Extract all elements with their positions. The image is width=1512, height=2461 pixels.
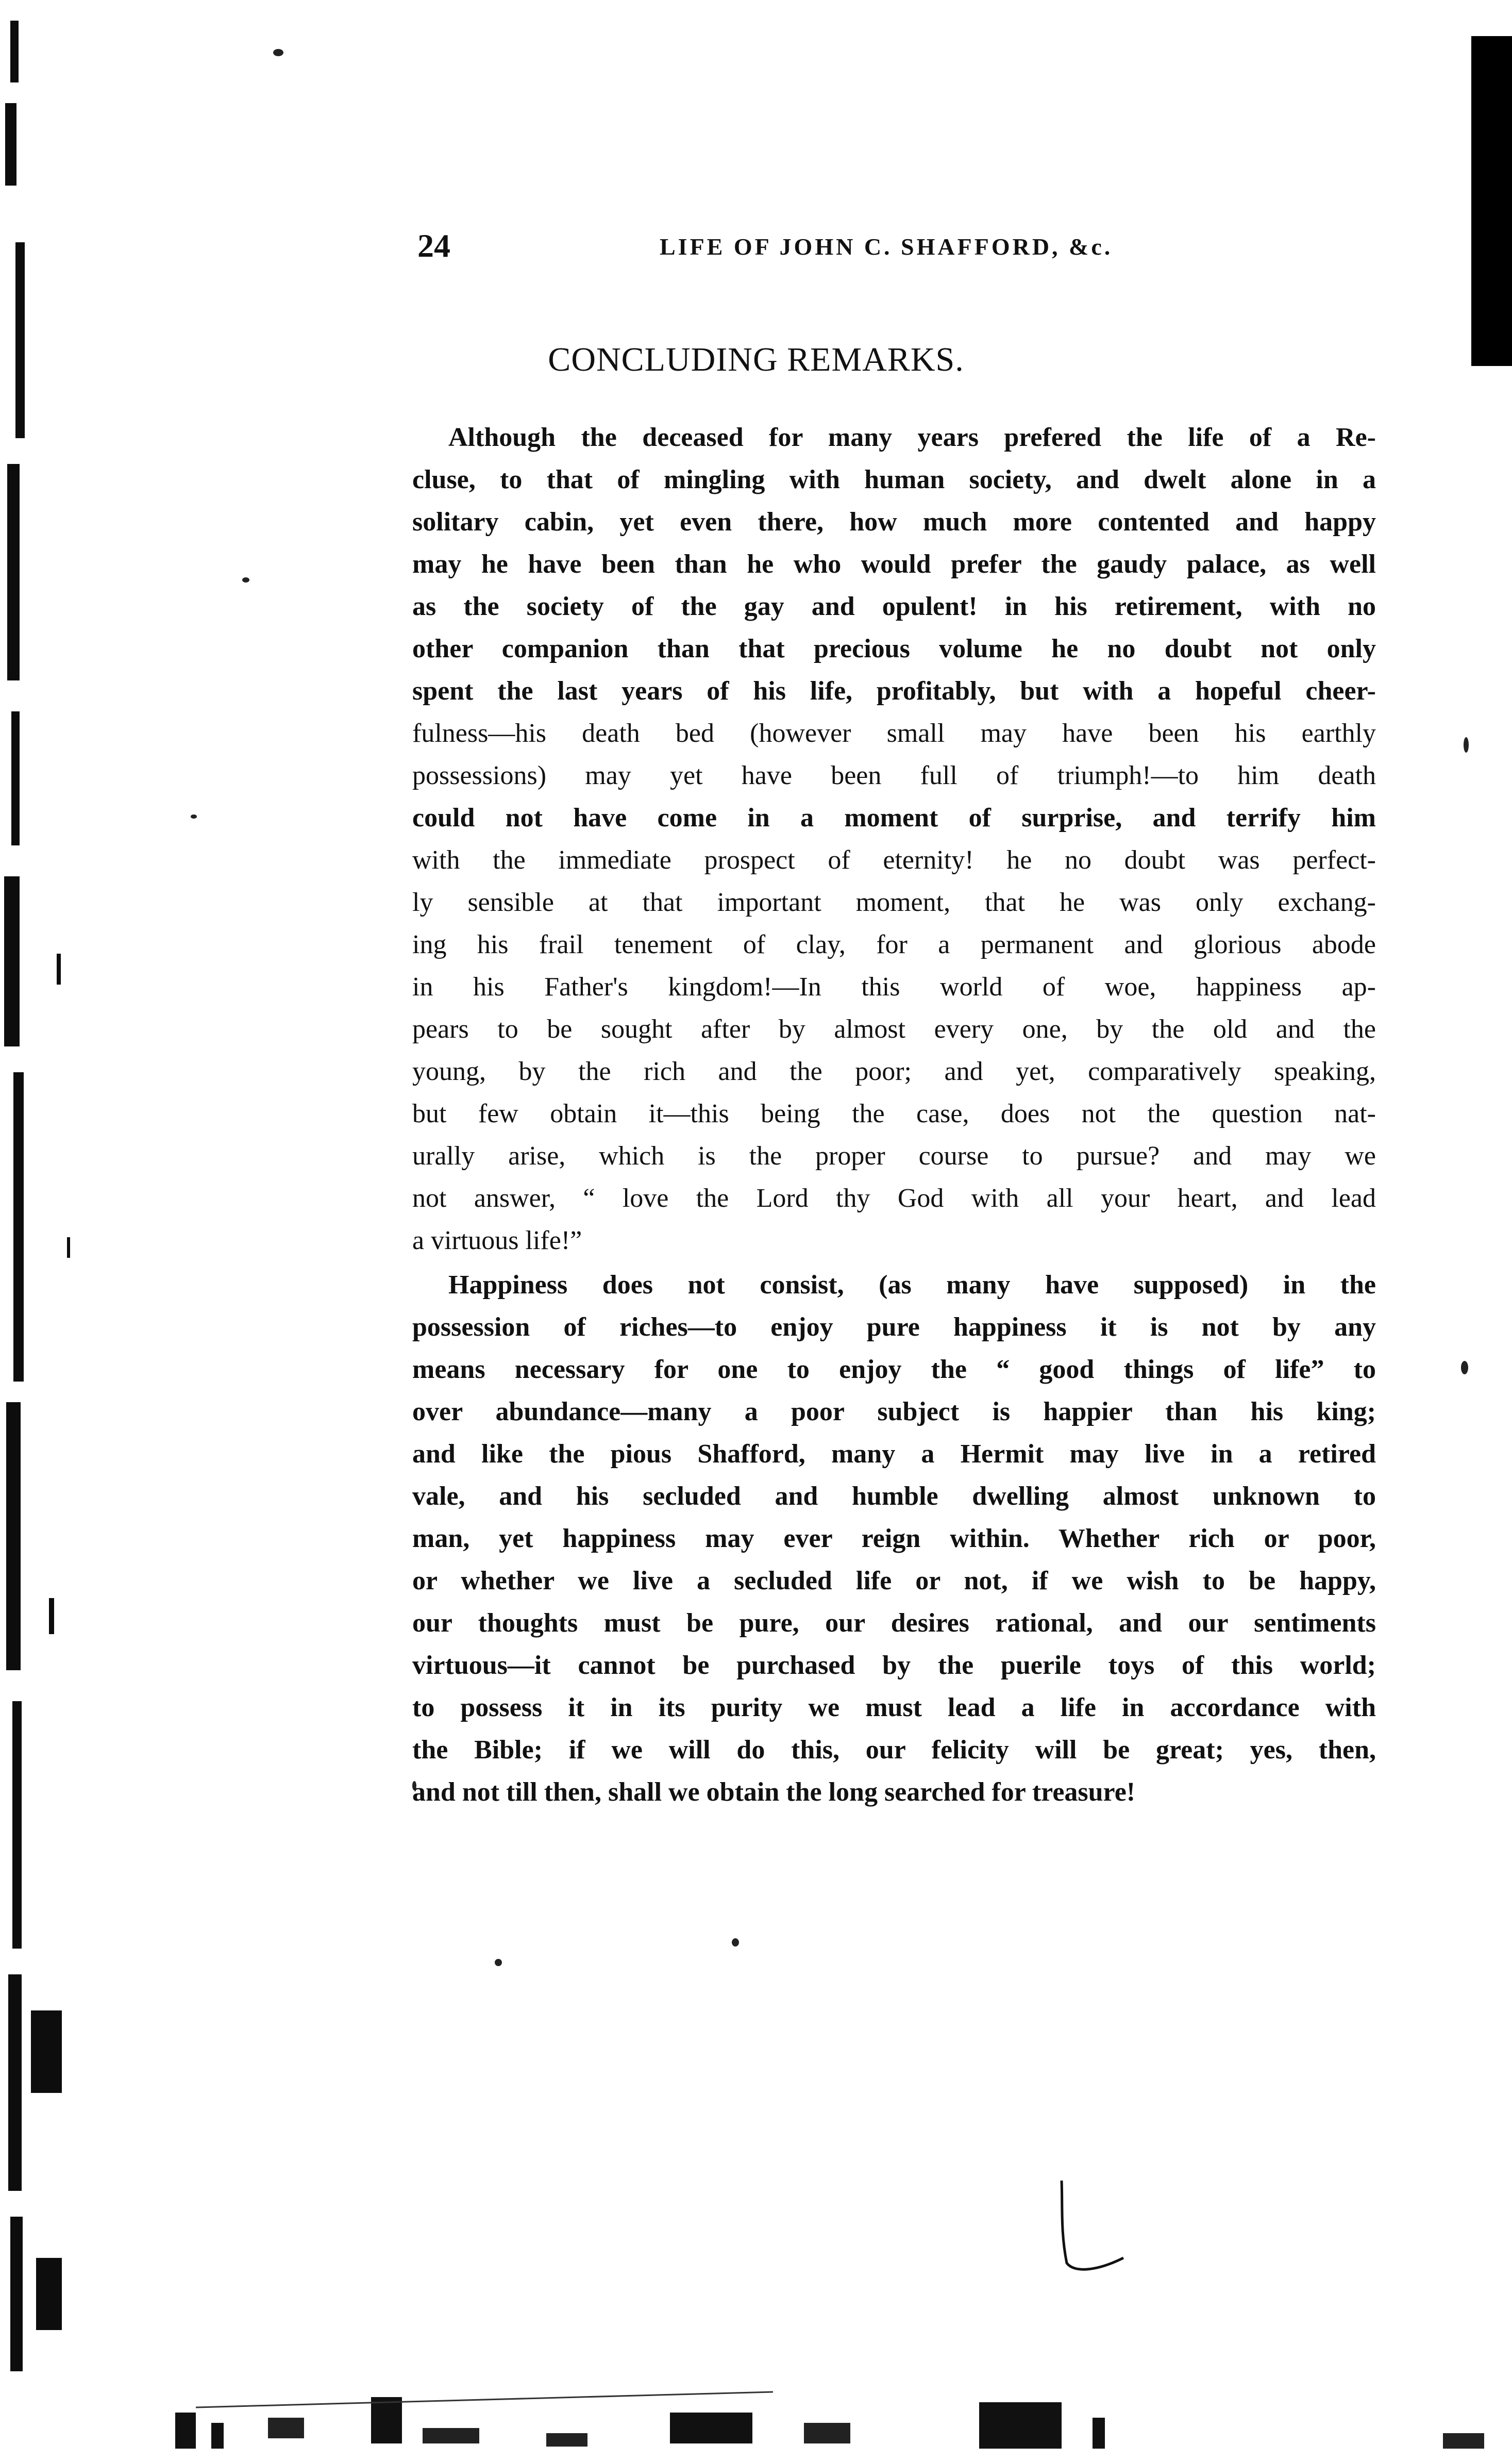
text-line: young, by the rich and the poor; and yet, comparatively speaking,: [412, 1057, 1376, 1086]
text-line: cluse, to that of mingling with human society, and dwelt alone in a: [412, 465, 1376, 494]
running-head: [417, 227, 1376, 278]
text-line: other companion than that precious volume he no doubt not only: [412, 634, 1376, 663]
scan-speck: [242, 577, 249, 583]
text-line: means necessary for one to enjoy the “ good things of life” to: [412, 1355, 1376, 1384]
scan-speck: [495, 1959, 502, 1966]
text-line: spent the last years of his life, profitably, but with a hopeful cheer-: [412, 676, 1376, 706]
section-title: CONCLUDING REMARKS.: [548, 341, 964, 378]
text-line: possessions) may yet have been full of triumph!—to him death: [412, 761, 1376, 790]
text-line: not answer, “ love the Lord thy God with all your heart, and lead: [412, 1184, 1376, 1213]
running-title: LIFE OF JOHN C. SHAFFORD, &c.: [660, 234, 1113, 260]
text-line: the Bible; if we will do this, our felicity will be great; yes, then,: [412, 1735, 1376, 1765]
text-line: with the immediate prospect of eternity! he no doubt was perfect-: [412, 845, 1376, 875]
text-line: but few obtain it—this being the case, does not the question nat-: [412, 1099, 1376, 1128]
scan-right-edge-bar: [1471, 36, 1512, 366]
paragraph-1: [412, 417, 1376, 1262]
text-line: ing his frail tenement of clay, for a permanent and glorious abode: [412, 930, 1376, 959]
text-line: our thoughts must be pure, our desires rational, and our sentiments: [412, 1608, 1376, 1638]
scan-speck: [1464, 737, 1469, 753]
body-text: [412, 417, 1376, 1814]
text-line: may he have been than he who would prefer the gaudy palace, as well: [412, 550, 1376, 579]
text-line: could not have come in a moment of surprise, and terrify him: [412, 803, 1376, 833]
text-line: pears to be sought after by almost every one, by the old and the: [412, 1015, 1376, 1044]
page-number: 24: [417, 227, 450, 264]
text-line: Although the deceased for many years prefered the life of a Re-: [448, 423, 1376, 452]
text-line: as the society of the gay and opulent! in his retirement, with no: [412, 592, 1376, 621]
scan-speck: [1461, 1361, 1468, 1374]
text-line: solitary cabin, yet even there, how much more contented and happy: [412, 507, 1376, 537]
paragraph-2: [412, 1264, 1376, 1814]
text-line: urally arise, which is the proper course to pursue? and may we: [412, 1141, 1376, 1171]
text-line: in his Father's kingdom!—In this world of woe, happiness ap-: [412, 972, 1376, 1002]
text-line: and like the pious Shafford, many a Hermit may live in a retired: [412, 1439, 1376, 1469]
scan-bottom-edge-noise: [0, 2335, 1512, 2461]
text-line: a virtuous life!”: [412, 1226, 582, 1255]
text-line: to possess it in its purity we must lead a life in accordance with: [412, 1693, 1376, 1722]
text-line: ly sensible at that important moment, that he was only exchang-: [412, 888, 1376, 917]
text-line: man, yet happiness may ever reign within. Whether rich or poor,: [412, 1524, 1376, 1553]
text-line: or whether we live a secluded life or not, if we wish to be happy,: [412, 1566, 1376, 1595]
scan-speck: [732, 1938, 739, 1947]
scan-speck: [191, 814, 197, 819]
pen-mark-scribble: [1051, 2175, 1134, 2279]
text-line: over abundance—many a poor subject is happier than his king;: [412, 1397, 1376, 1426]
text-line: virtuous—it cannot be purchased by the puerile toys of this world;: [412, 1651, 1376, 1680]
text-line: possession of riches—to enjoy pure happiness it is not by any: [412, 1312, 1376, 1342]
text-line: and not till then, shall we obtain the long searched for treasure!: [412, 1777, 1136, 1807]
text-line: fulness—his death bed (however small may have been his earthly: [412, 719, 1376, 748]
scan-speck: [273, 49, 283, 56]
text-line: vale, and his secluded and humble dwelling almost unknown to: [412, 1482, 1376, 1511]
text-line: Happiness does not consist, (as many have supposed) in the: [448, 1270, 1376, 1300]
